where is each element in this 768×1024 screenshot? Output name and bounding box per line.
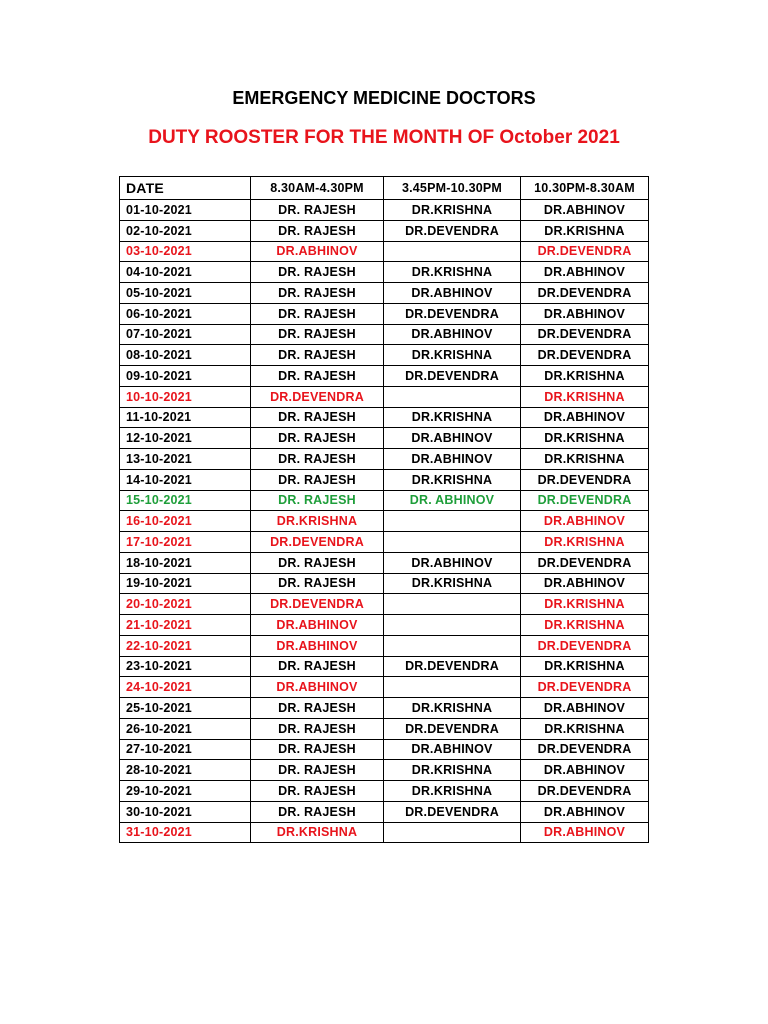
- shift-1-cell: DR.ABHINOV: [251, 615, 384, 636]
- shift-3-cell: DR.KRISHNA: [521, 220, 649, 241]
- shift-1-cell: DR. RAJESH: [251, 283, 384, 304]
- duty-roster-table: [119, 176, 649, 843]
- date-cell: 22-10-2021: [120, 635, 251, 656]
- shift-1-cell: DR.KRISHNA: [251, 822, 384, 843]
- date-cell: 31-10-2021: [120, 822, 251, 843]
- shift-2-cell: [384, 635, 521, 656]
- shift-2-cell: DR.KRISHNA: [384, 469, 521, 490]
- shift-3-cell: DR.DEVENDRA: [521, 241, 649, 262]
- shift-1-cell: DR. RAJESH: [251, 469, 384, 490]
- shift-1-cell: DR.ABHINOV: [251, 677, 384, 698]
- shift-1-cell: DR. RAJESH: [251, 220, 384, 241]
- table-row: [120, 262, 649, 283]
- shift-1-cell: DR. RAJESH: [251, 303, 384, 324]
- table-row: [120, 407, 649, 428]
- shift-1-cell: DR.KRISHNA: [251, 511, 384, 532]
- shift-3-cell: DR.DEVENDRA: [521, 490, 649, 511]
- shift-1-cell: DR.ABHINOV: [251, 241, 384, 262]
- table-row: [120, 345, 649, 366]
- shift-3-cell: DR.ABHINOV: [521, 200, 649, 221]
- table-row: [120, 490, 649, 511]
- shift-1-cell: DR. RAJESH: [251, 739, 384, 760]
- date-cell: 25-10-2021: [120, 698, 251, 719]
- table-row: [120, 739, 649, 760]
- table-row: [120, 324, 649, 345]
- shift-2-cell: DR.KRISHNA: [384, 573, 521, 594]
- date-cell: 24-10-2021: [120, 677, 251, 698]
- date-cell: 05-10-2021: [120, 283, 251, 304]
- shift-3-cell: DR.DEVENDRA: [521, 739, 649, 760]
- table-row: [120, 428, 649, 449]
- shift-3-cell: DR.DEVENDRA: [521, 635, 649, 656]
- shift-2-cell: DR.DEVENDRA: [384, 366, 521, 387]
- table-row: [120, 781, 649, 802]
- shift-3-cell: DR.DEVENDRA: [521, 469, 649, 490]
- date-cell: 14-10-2021: [120, 469, 251, 490]
- date-cell: 29-10-2021: [120, 781, 251, 802]
- shift-2-cell: [384, 615, 521, 636]
- date-cell: 19-10-2021: [120, 573, 251, 594]
- shift-3-cell: DR.ABHINOV: [521, 822, 649, 843]
- shift-2-cell: DR.ABHINOV: [384, 552, 521, 573]
- shift-1-cell: DR. RAJESH: [251, 573, 384, 594]
- table-row: [120, 220, 649, 241]
- date-cell: 03-10-2021: [120, 241, 251, 262]
- table-row: [120, 573, 649, 594]
- shift-2-cell: [384, 822, 521, 843]
- table-row: [120, 241, 649, 262]
- shift-2-cell: DR.ABHINOV: [384, 324, 521, 345]
- date-cell: 30-10-2021: [120, 801, 251, 822]
- shift-2-cell: [384, 594, 521, 615]
- shift-3-cell: DR.DEVENDRA: [521, 552, 649, 573]
- date-cell: 18-10-2021: [120, 552, 251, 573]
- shift-3-cell: DR.ABHINOV: [521, 760, 649, 781]
- table-row: [120, 386, 649, 407]
- date-cell: 27-10-2021: [120, 739, 251, 760]
- shift-3-cell: DR.KRISHNA: [521, 386, 649, 407]
- date-cell: 06-10-2021: [120, 303, 251, 324]
- shift-1-cell: DR. RAJESH: [251, 345, 384, 366]
- column-header-shift-1: 8.30AM-4.30PM: [251, 177, 384, 200]
- shift-1-cell: DR. RAJESH: [251, 262, 384, 283]
- shift-2-cell: DR.ABHINOV: [384, 739, 521, 760]
- date-cell: 17-10-2021: [120, 532, 251, 553]
- shift-2-cell: DR.ABHINOV: [384, 283, 521, 304]
- table-row: [120, 615, 649, 636]
- table-row: [120, 366, 649, 387]
- shift-2-cell: DR.DEVENDRA: [384, 656, 521, 677]
- shift-3-cell: DR.DEVENDRA: [521, 283, 649, 304]
- shift-2-cell: DR.DEVENDRA: [384, 801, 521, 822]
- table-row: [120, 822, 649, 843]
- shift-2-cell: DR.KRISHNA: [384, 407, 521, 428]
- date-cell: 23-10-2021: [120, 656, 251, 677]
- date-cell: 09-10-2021: [120, 366, 251, 387]
- shift-1-cell: DR. RAJESH: [251, 366, 384, 387]
- date-cell: 26-10-2021: [120, 718, 251, 739]
- shift-3-cell: DR.ABHINOV: [521, 698, 649, 719]
- shift-2-cell: DR. ABHINOV: [384, 490, 521, 511]
- table-row: [120, 718, 649, 739]
- shift-1-cell: DR. RAJESH: [251, 449, 384, 470]
- shift-1-cell: DR. RAJESH: [251, 698, 384, 719]
- shift-2-cell: [384, 532, 521, 553]
- shift-2-cell: DR.DEVENDRA: [384, 718, 521, 739]
- column-header-date: DATE: [120, 177, 251, 200]
- shift-2-cell: DR.KRISHNA: [384, 760, 521, 781]
- shift-1-cell: DR.DEVENDRA: [251, 532, 384, 553]
- page-subtitle: DUTY ROOSTER FOR THE MONTH OF October 2021: [148, 127, 620, 148]
- table-row: [120, 283, 649, 304]
- shift-2-cell: DR.ABHINOV: [384, 449, 521, 470]
- table-row: [120, 801, 649, 822]
- shift-2-cell: DR.DEVENDRA: [384, 303, 521, 324]
- shift-3-cell: DR.ABHINOV: [521, 511, 649, 532]
- shift-1-cell: DR. RAJESH: [251, 760, 384, 781]
- table-row: [120, 760, 649, 781]
- shift-3-cell: DR.KRISHNA: [521, 428, 649, 449]
- shift-2-cell: DR.KRISHNA: [384, 345, 521, 366]
- shift-2-cell: DR.ABHINOV: [384, 428, 521, 449]
- date-cell: 01-10-2021: [120, 200, 251, 221]
- shift-1-cell: DR. RAJESH: [251, 718, 384, 739]
- shift-1-cell: DR. RAJESH: [251, 781, 384, 802]
- shift-3-cell: DR.DEVENDRA: [521, 781, 649, 802]
- shift-3-cell: DR.KRISHNA: [521, 532, 649, 553]
- table-header-row: [120, 177, 649, 200]
- shift-1-cell: DR. RAJESH: [251, 407, 384, 428]
- shift-2-cell: [384, 386, 521, 407]
- table-row: [120, 511, 649, 532]
- shift-1-cell: DR. RAJESH: [251, 200, 384, 221]
- table-row: [120, 532, 649, 553]
- shift-1-cell: DR.ABHINOV: [251, 635, 384, 656]
- shift-2-cell: DR.DEVENDRA: [384, 220, 521, 241]
- table-row: [120, 594, 649, 615]
- shift-1-cell: DR.DEVENDRA: [251, 386, 384, 407]
- shift-2-cell: DR.KRISHNA: [384, 262, 521, 283]
- table-row: [120, 635, 649, 656]
- table-row: [120, 698, 649, 719]
- shift-3-cell: DR.KRISHNA: [521, 449, 649, 470]
- shift-1-cell: DR. RAJESH: [251, 801, 384, 822]
- date-cell: 20-10-2021: [120, 594, 251, 615]
- shift-3-cell: DR.DEVENDRA: [521, 345, 649, 366]
- date-cell: 08-10-2021: [120, 345, 251, 366]
- shift-1-cell: DR. RAJESH: [251, 656, 384, 677]
- shift-3-cell: DR.KRISHNA: [521, 594, 649, 615]
- table-body: [120, 200, 649, 843]
- shift-2-cell: [384, 511, 521, 532]
- table-row: [120, 469, 649, 490]
- table-row: [120, 303, 649, 324]
- date-cell: 21-10-2021: [120, 615, 251, 636]
- shift-2-cell: DR.KRISHNA: [384, 200, 521, 221]
- shift-1-cell: DR. RAJESH: [251, 552, 384, 573]
- shift-3-cell: DR.ABHINOV: [521, 262, 649, 283]
- date-cell: 28-10-2021: [120, 760, 251, 781]
- date-cell: 13-10-2021: [120, 449, 251, 470]
- table-row: [120, 677, 649, 698]
- date-cell: 15-10-2021: [120, 490, 251, 511]
- table-row: [120, 200, 649, 221]
- table-row: [120, 656, 649, 677]
- date-cell: 02-10-2021: [120, 220, 251, 241]
- shift-1-cell: DR. RAJESH: [251, 490, 384, 511]
- table-row: [120, 449, 649, 470]
- shift-3-cell: DR.ABHINOV: [521, 407, 649, 428]
- shift-1-cell: DR.DEVENDRA: [251, 594, 384, 615]
- shift-3-cell: DR.KRISHNA: [521, 718, 649, 739]
- shift-2-cell: DR.KRISHNA: [384, 698, 521, 719]
- shift-3-cell: DR.DEVENDRA: [521, 677, 649, 698]
- shift-3-cell: DR.ABHINOV: [521, 801, 649, 822]
- shift-2-cell: [384, 677, 521, 698]
- shift-1-cell: DR. RAJESH: [251, 428, 384, 449]
- column-header-shift-2: 3.45PM-10.30PM: [384, 177, 521, 200]
- shift-3-cell: DR.KRISHNA: [521, 615, 649, 636]
- shift-3-cell: DR.ABHINOV: [521, 573, 649, 594]
- page-title: EMERGENCY MEDICINE DOCTORS: [232, 88, 536, 108]
- date-cell: 11-10-2021: [120, 407, 251, 428]
- shift-1-cell: DR. RAJESH: [251, 324, 384, 345]
- shift-2-cell: DR.KRISHNA: [384, 781, 521, 802]
- shift-2-cell: [384, 241, 521, 262]
- shift-3-cell: DR.ABHINOV: [521, 303, 649, 324]
- date-cell: 16-10-2021: [120, 511, 251, 532]
- shift-3-cell: DR.KRISHNA: [521, 366, 649, 387]
- date-cell: 10-10-2021: [120, 386, 251, 407]
- date-cell: 12-10-2021: [120, 428, 251, 449]
- shift-3-cell: DR.DEVENDRA: [521, 324, 649, 345]
- date-cell: 07-10-2021: [120, 324, 251, 345]
- date-cell: 04-10-2021: [120, 262, 251, 283]
- shift-3-cell: DR.KRISHNA: [521, 656, 649, 677]
- column-header-shift-3: 10.30PM-8.30AM: [521, 177, 649, 200]
- table-row: [120, 552, 649, 573]
